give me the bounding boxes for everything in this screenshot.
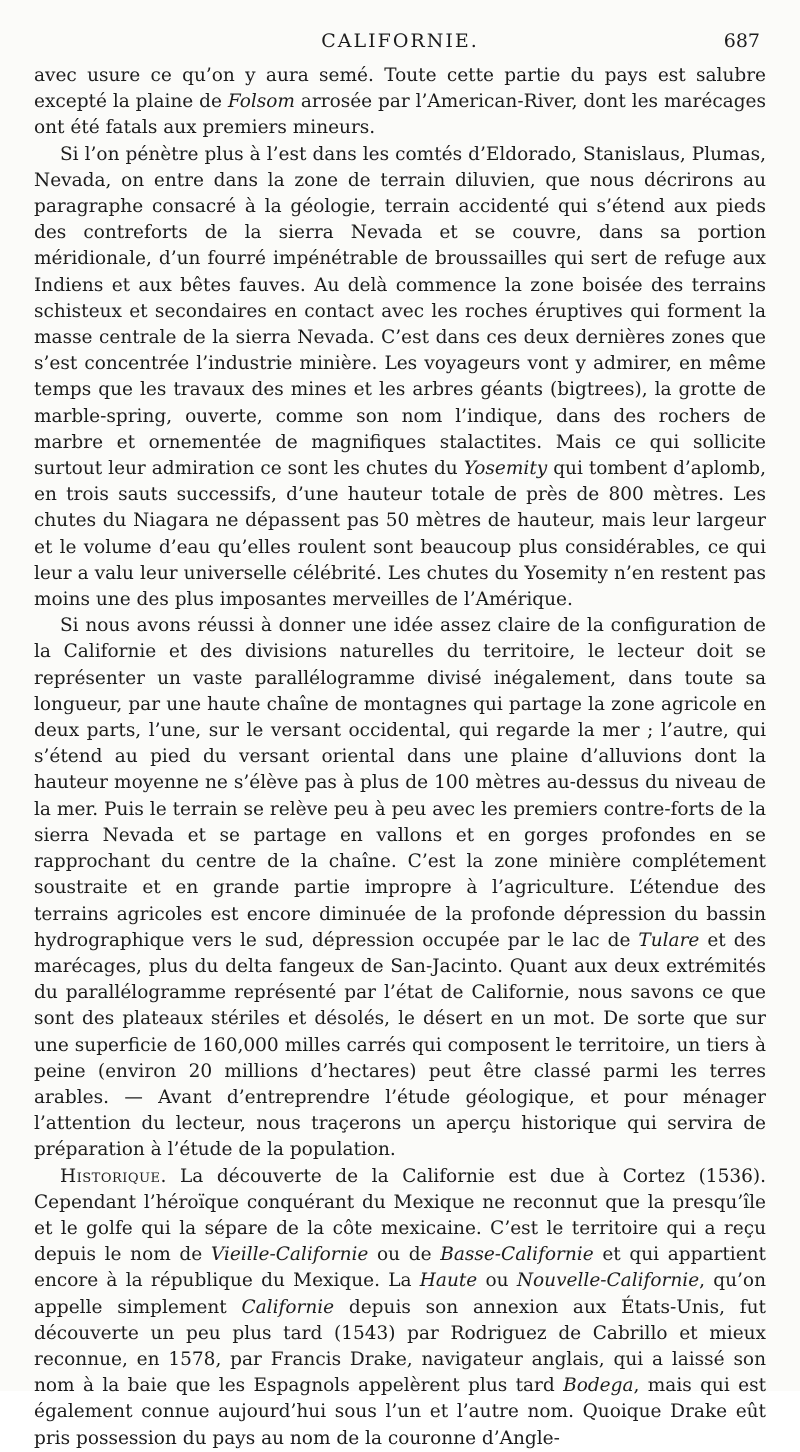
book-page: [34, 30, 766, 1449]
running-header: [34, 30, 766, 58]
text-run: , qu’on appelle simplement: [34, 1270, 766, 1318]
text-run: et des marécages, plus du delta fangeux de San-Jacinto. Quant aux deux extrémités du parallélogramme représenté par l’état de Californie, nous savons ce que sont des plateaux stériles et désolés, le désert en un mot. De sorte que sur une superficie de 160,000 milles carrés qui composent le territoire, un tiers à peine (environ 20 millions d’hectares) peut être classé parmi les terres arables. — Avant d’entreprendre l’étude géologique, et pour ménager l’attention du lecteur, nous traçerons un aperçu historique qui servira de préparation à l’étude de la population.: [34, 929, 766, 1161]
italic-term: Bodega: [563, 1375, 634, 1397]
text-run: . La découverte de la Californie est due à Cortez (1536). Cependant l’héroïque conquérant du Mexique ne reconnut que la presqu’île et le golfe qui la sépare de la côte mexicaine. C’est le territoire qui a reçu depuis le nom de: [34, 1165, 766, 1266]
text-run: depuis son annexion aux États-Unis, fut découverte un peu plus tard (1543) par Rodriguez de Cabrillo et mieux reconnue, en 1578, par Francis Drake, navigateur anglais, qui a laissé son nom à la baie que les Espagnols appelèrent plus tard: [34, 1296, 766, 1397]
section-heading: Historique: [60, 1165, 161, 1187]
paragraph: [34, 63, 766, 142]
body-text: [34, 63, 766, 1452]
text-run: qui tombent d’aplomb, en trois sauts successifs, d’une hauteur totale de près de 800 mètres. Les chutes du Niagara ne dépassent pas 50 mètres de hauteur, mais leur largeur et le volume d’eau qu’elles roulent sont beaucoup plus considérables, ce qui leur a valu leur universelle célébrité. Les chutes du Yosemity n’en restent pas moins une des plus imposantes merveilles de l’Amérique.: [34, 458, 766, 611]
italic-term: Nouvelle-Californie: [516, 1270, 700, 1292]
italic-term: Basse-Californie: [440, 1244, 594, 1266]
text-run: ou de: [368, 1244, 441, 1266]
italic-term: Californie: [241, 1296, 335, 1318]
paragraph: [34, 142, 766, 614]
page-number: 687: [723, 30, 760, 52]
italic-term: Yosemity: [463, 458, 548, 480]
text-run: avec usure ce qu’on y aura semé. Toute cette partie du pays est salubre excepté la plaine de: [34, 65, 766, 113]
text-run: arrosée par l’American-River, dont les marécages ont été fatals aux premiers mineurs.: [34, 91, 766, 139]
paragraph: [34, 1164, 766, 1452]
italic-term: Haute: [419, 1270, 478, 1292]
italic-term: Tulare: [638, 929, 700, 951]
running-title: CALIFORNIE.: [321, 30, 479, 52]
paragraph: [34, 613, 766, 1163]
italic-term: Folsom: [227, 91, 295, 113]
italic-term: Vieille-Californie: [210, 1244, 369, 1266]
text-run: , mais qui est également connue aujourd’hui sous l’un et l’autre nom. Quoique Drake eût pris possession du pays au nom de la couronne d’Angle-: [34, 1375, 766, 1449]
text-run: Si nous avons réussi à donner une idée assez claire de la configuration de la Californie et des divisions naturelles du territoire, le lecteur doit se représenter un vaste parallélogramme divisé inégalement, dans toute sa longueur, par une haute chaîne de montagnes qui partage la zone agricole en deux parts, l’une, sur le versant occidental, qui regarde la mer ; l’autre, qui s’étend au pied du versant oriental dans une plaine d’alluvions dont la hauteur moyenne ne s’élève pas à plus de 100 mètres au-dessus du niveau de la mer. Puis le terrain se relève peu à peu avec les premiers contre-forts de la sierra Nevada et se partage en vallons et en gorges profondes en se rapprochant du centre de la chaîne. C’est la zone minière complétement soustraite et en grande partie impropre à l’agriculture. L’étendue des terrains agricoles est encore diminuée de la profonde dépression du bassin hydrographique vers le sud, dépression occupée par le lac de: [34, 615, 766, 951]
text-run: ou: [477, 1270, 517, 1292]
text-run: Si l’on pénètre plus à l’est dans les comtés d’Eldorado, Stanislaus, Plumas, Nevada, on entre dans la zone de terrain diluvien, que nous décrirons au paragraphe consacré à la géologie, terrain accidenté qui s’étend aux pieds des contreforts de la sierra Nevada et se couvre, dans sa portion méridionale, d’un fourré impénétrable de broussailles qui sert de refuge aux Indiens et aux bêtes fauves. Au delà commence la zone boisée des terrains schisteux et secondaires en contact avec les roches éruptives qui forment la masse centrale de la sierra Nevada. C’est dans ces deux dernières zones que s’est concentrée l’industrie minière. Les voyageurs vont y admirer, en même temps que les travaux des mines et les arbres géants (bigtrees), la grotte de marble-spring, ouverte, comme son nom l’indique, dans des rochers de marbre et ornementée de magnifiques stalactites. Mais ce qui sollicite surtout leur admiration ce sont les chutes du: [34, 143, 766, 480]
text-run: et qui appartient encore à la république du Mexique. La: [34, 1244, 766, 1292]
